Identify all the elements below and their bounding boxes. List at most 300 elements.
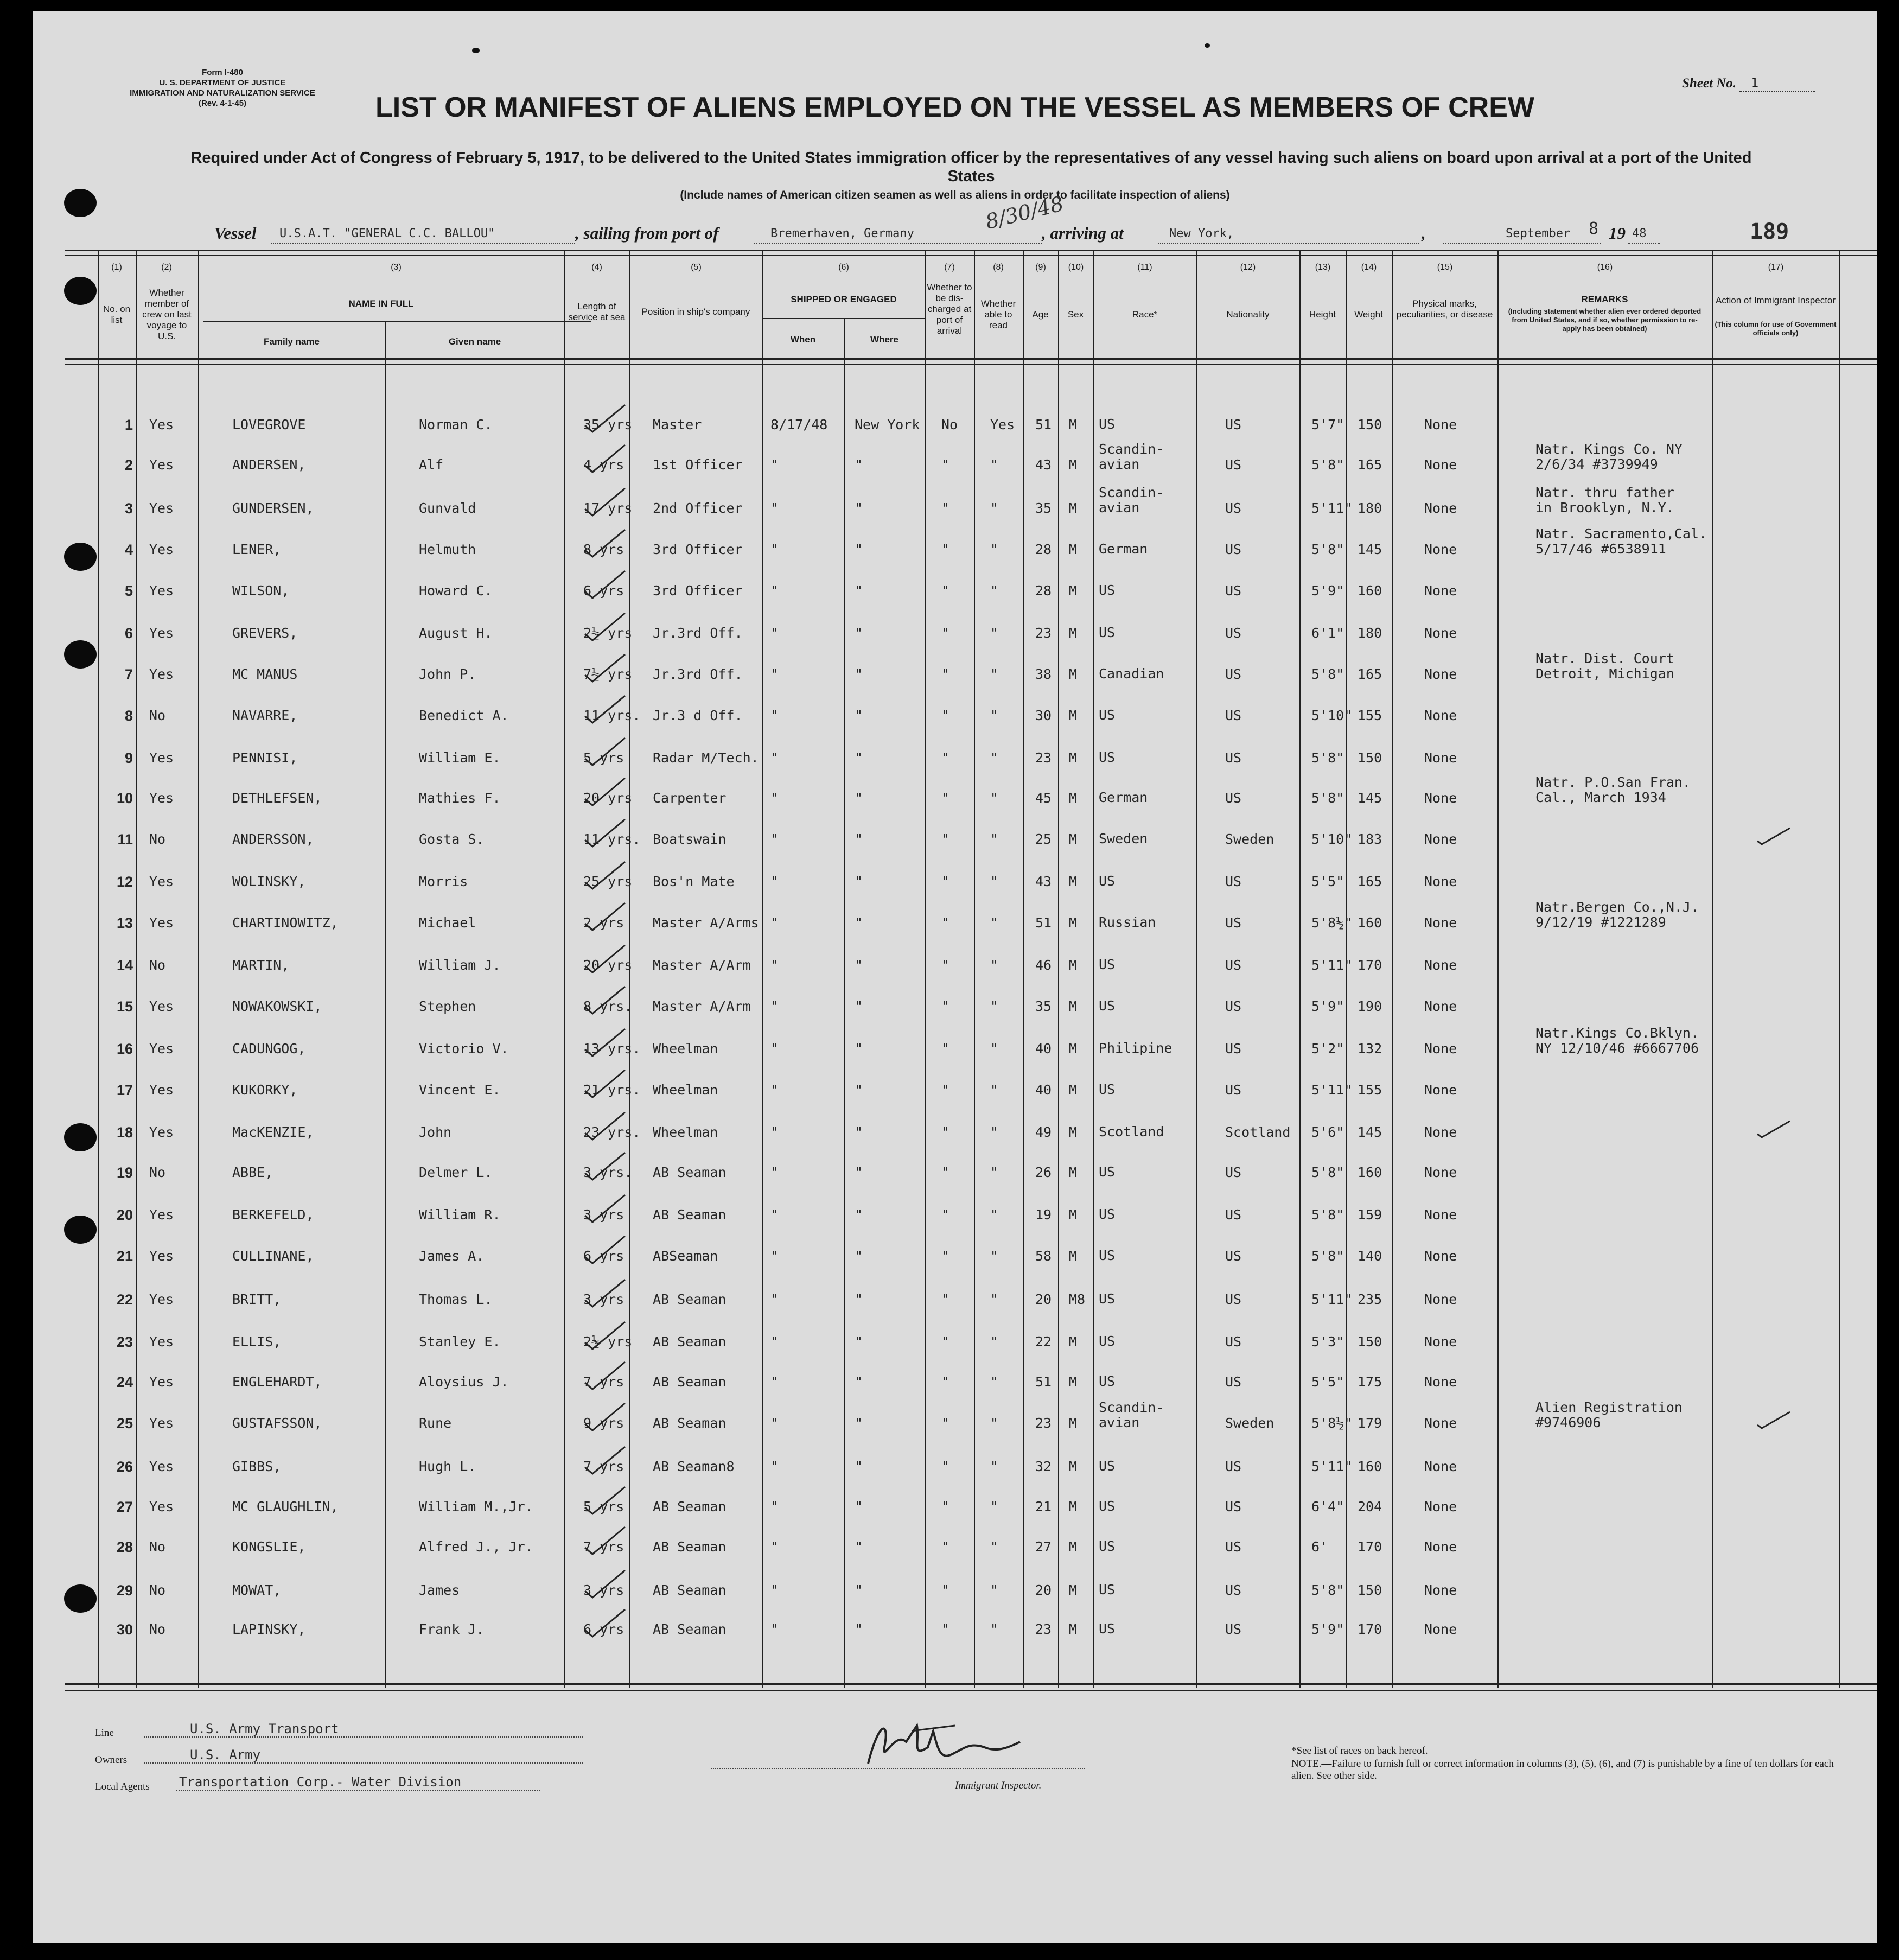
cell-service: 2½ yrs xyxy=(583,1334,633,1350)
cell-service: 2½ yrs xyxy=(583,625,633,641)
cell-when: " xyxy=(770,1415,779,1431)
cell-member: Yes xyxy=(149,790,174,806)
cell-nationality: Scotland xyxy=(1225,1124,1291,1140)
cell-race: US xyxy=(1099,1164,1116,1180)
cell-nationality: US xyxy=(1225,790,1242,806)
cell-read: " xyxy=(990,1499,999,1514)
cell-member: Yes xyxy=(149,750,174,766)
cell-member: Yes xyxy=(149,1415,174,1431)
crew-row xyxy=(33,899,1877,937)
cell-age: 23 xyxy=(1035,750,1052,766)
cell-discharged: " xyxy=(941,1621,950,1637)
cell-discharged: " xyxy=(941,998,950,1014)
cell-member: Yes xyxy=(149,457,174,473)
check-mark-icon xyxy=(581,1276,629,1309)
cell-read: " xyxy=(990,1124,999,1140)
check-mark-icon xyxy=(581,1443,629,1476)
cell-weight: 180 xyxy=(1358,625,1382,641)
cell-read: " xyxy=(990,1459,999,1474)
check-mark-icon xyxy=(581,485,629,518)
cell-age: 35 xyxy=(1035,998,1052,1014)
cell-age: 49 xyxy=(1035,1124,1052,1140)
cell-discharged: " xyxy=(941,500,950,516)
cell-member: Yes xyxy=(149,542,174,557)
cell-when: " xyxy=(770,750,779,766)
cell-when: " xyxy=(770,583,779,599)
cell-read: " xyxy=(990,457,999,473)
cell-discharged: " xyxy=(941,1499,950,1514)
arrival-month: September xyxy=(1506,227,1571,240)
cell-age: 28 xyxy=(1035,542,1052,557)
row-number: 10 xyxy=(116,790,133,806)
crew-row xyxy=(33,1082,1877,1104)
cell-age: 19 xyxy=(1035,1207,1052,1223)
punch-hole xyxy=(64,277,97,305)
cell-physical: None xyxy=(1424,625,1457,641)
cell-height: 5'6" xyxy=(1311,1124,1344,1140)
cell-nationality: US xyxy=(1225,1621,1242,1637)
cell-height: 5'9" xyxy=(1311,998,1344,1014)
cell-physical: None xyxy=(1424,1164,1457,1180)
cell-read: " xyxy=(990,1248,999,1264)
cell-given: Victorio V. xyxy=(419,1041,509,1057)
stamp-number: 189 xyxy=(1750,219,1789,244)
cell-where: " xyxy=(855,1124,863,1140)
row-number: 18 xyxy=(116,1124,133,1141)
agents-label: Local Agents xyxy=(95,1781,150,1792)
cell-sex: M xyxy=(1069,1582,1078,1598)
requirement-text: Required under Act of Congress of February 5, 1917, to be delivered to the United States immigration officer by the representatives of any vessel having such aliens on board upon arrival at a port of the United States xyxy=(190,149,1752,185)
form-number: Form I-480 xyxy=(202,68,243,77)
cell-weight: 150 xyxy=(1358,417,1382,432)
header-no-on-list: No. on list xyxy=(103,304,131,325)
cell-age: 32 xyxy=(1035,1459,1052,1474)
cell-service: 5 yrs xyxy=(583,1499,624,1514)
cell-where: " xyxy=(855,583,863,599)
cell-weight: 165 xyxy=(1358,666,1382,682)
cell-read: " xyxy=(990,957,999,973)
cell-member: Yes xyxy=(149,1041,174,1057)
cell-when: " xyxy=(770,500,779,516)
cell-weight: 160 xyxy=(1358,915,1382,931)
header-bottom-border-inner xyxy=(65,364,1877,365)
cell-physical: None xyxy=(1424,666,1457,682)
cell-read: " xyxy=(990,998,999,1014)
cell-where: " xyxy=(855,457,863,473)
cell-sex: M xyxy=(1069,1082,1078,1098)
cell-given: John P. xyxy=(419,666,476,682)
cell-race: Philipine xyxy=(1099,1040,1172,1056)
check-mark-icon xyxy=(581,1400,629,1433)
cell-where: " xyxy=(855,1248,863,1264)
cell-race: US xyxy=(1099,1498,1116,1514)
cell-position: Master A/Arms xyxy=(653,915,759,931)
cell-height: 5'8" xyxy=(1311,790,1344,806)
cell-given: Gosta S. xyxy=(419,831,485,847)
cell-family: GREVERS, xyxy=(232,625,298,641)
cell-remarks: Natr.Bergen Co.,N.J. 9/12/19 #1221289 xyxy=(1535,899,1699,930)
cell-where: " xyxy=(855,1082,863,1098)
cell-position: AB Seaman xyxy=(653,1207,727,1223)
cell-when: " xyxy=(770,831,779,847)
cell-nationality: US xyxy=(1225,1374,1242,1390)
cell-given: Stanley E. xyxy=(419,1334,501,1350)
header-inspector-action: Action of Immigrant Inspector xyxy=(1715,295,1836,306)
vessel-name: U.S.A.T. "GENERAL C.C. BALLOU" xyxy=(279,227,495,240)
cell-member: Yes xyxy=(149,417,174,432)
cell-given: Helmuth xyxy=(419,542,476,557)
cell-race: US xyxy=(1099,1206,1116,1222)
cell-discharged: " xyxy=(941,1124,950,1140)
cell-physical: None xyxy=(1424,998,1457,1014)
cell-discharged: " xyxy=(941,831,950,847)
cell-physical: None xyxy=(1424,583,1457,599)
row-number: 15 xyxy=(116,998,133,1015)
cell-where: " xyxy=(855,790,863,806)
cell-service: 3 yrs. xyxy=(583,1164,633,1180)
cell-when: " xyxy=(770,1164,779,1180)
cell-discharged: " xyxy=(941,625,950,641)
cell-discharged: " xyxy=(941,1207,950,1223)
cell-race: US xyxy=(1099,1333,1116,1349)
cell-height: 5'8" xyxy=(1311,1248,1344,1264)
cell-family: WILSON, xyxy=(232,583,290,599)
cell-position: 2nd Officer xyxy=(653,500,743,516)
check-mark-icon xyxy=(581,651,629,684)
cell-family: WOLINSKY, xyxy=(232,874,306,889)
cell-nationality: US xyxy=(1225,874,1242,889)
cell-position: Jr.3rd Off. xyxy=(653,666,743,682)
cell-height: 5'8½" xyxy=(1311,1415,1353,1431)
cell-race: Scandin- avian xyxy=(1099,1399,1164,1430)
cell-where: " xyxy=(855,1207,863,1223)
cell-discharged: No xyxy=(941,417,958,432)
cell-sex: M xyxy=(1069,1124,1078,1140)
cell-where: " xyxy=(855,542,863,557)
cell-discharged: " xyxy=(941,457,950,473)
crew-row xyxy=(33,485,1877,522)
cell-height: 6'1" xyxy=(1311,625,1344,641)
cell-race: Scandin- avian xyxy=(1099,441,1164,472)
cell-physical: None xyxy=(1424,790,1457,806)
cell-age: 20 xyxy=(1035,1582,1052,1598)
cell-service: 9 yrs xyxy=(583,1415,624,1431)
cell-family: PENNISI, xyxy=(232,750,298,766)
cell-height: 5'11" xyxy=(1311,1459,1353,1474)
crew-row xyxy=(33,1399,1877,1437)
cell-where: " xyxy=(855,1334,863,1350)
cell-physical: None xyxy=(1424,417,1457,432)
cell-where: " xyxy=(855,1459,863,1474)
crew-row xyxy=(33,998,1877,1020)
cell-nationality: US xyxy=(1225,666,1242,682)
table-top-border xyxy=(65,250,1877,251)
cell-physical: None xyxy=(1424,1334,1457,1350)
column-number: (16) xyxy=(1597,263,1613,272)
cell-physical: None xyxy=(1424,457,1457,473)
cell-read: " xyxy=(990,1621,999,1637)
cell-race: US xyxy=(1099,707,1116,723)
crew-row xyxy=(33,1334,1877,1356)
handwritten-date: 8/30/48 xyxy=(983,191,1066,234)
cell-read: " xyxy=(990,874,999,889)
inspector-check-icon xyxy=(1755,1409,1793,1430)
cell-physical: None xyxy=(1424,1207,1457,1223)
column-number: (12) xyxy=(1240,263,1256,272)
row-number: 4 xyxy=(124,542,133,558)
punch-hole xyxy=(64,189,97,217)
cell-age: 23 xyxy=(1035,625,1052,641)
cell-nationality: US xyxy=(1225,1334,1242,1350)
cell-given: Alf xyxy=(419,457,444,473)
cell-given: Vincent E. xyxy=(419,1082,501,1098)
cell-discharged: " xyxy=(941,1334,950,1350)
cell-read: " xyxy=(990,1334,999,1350)
cell-age: 40 xyxy=(1035,1082,1052,1098)
cell-when: " xyxy=(770,708,779,723)
cell-race: US xyxy=(1099,416,1116,432)
vessel-label: Vessel xyxy=(214,224,257,243)
cell-sex: M xyxy=(1069,874,1078,889)
cell-height: 5'8" xyxy=(1311,542,1344,557)
cell-position: AB Seaman8 xyxy=(653,1459,735,1474)
cell-race: US xyxy=(1099,998,1116,1014)
cell-read: " xyxy=(990,790,999,806)
cell-read: " xyxy=(990,1291,999,1307)
cell-family: KONGSLIE, xyxy=(232,1539,306,1555)
cell-weight: 190 xyxy=(1358,998,1382,1014)
cell-height: 5'5" xyxy=(1311,1374,1344,1390)
manifest-sheet xyxy=(33,11,1877,1943)
cell-service: 13 yrs. xyxy=(583,1041,641,1057)
cell-height: 5'10" xyxy=(1311,708,1353,723)
cell-nationality: US xyxy=(1225,625,1242,641)
header-nationality: Nationality xyxy=(1226,309,1270,320)
cell-position: AB Seaman xyxy=(653,1539,727,1555)
cell-family: LENER, xyxy=(232,542,282,557)
check-mark-icon xyxy=(581,1067,629,1099)
sheet-value: 1 xyxy=(1739,75,1815,92)
cell-read: " xyxy=(990,1415,999,1431)
line-label: Line xyxy=(95,1727,114,1739)
cell-member: Yes xyxy=(149,666,174,682)
check-mark-icon xyxy=(581,568,629,600)
cell-weight: 155 xyxy=(1358,1082,1382,1098)
cell-member: Yes xyxy=(149,1124,174,1140)
arrival-year: 48 xyxy=(1632,227,1647,240)
cell-member: Yes xyxy=(149,998,174,1014)
cell-given: Rune xyxy=(419,1415,452,1431)
cell-when: 8/17/48 xyxy=(770,417,828,432)
cell-family: BRITT, xyxy=(232,1291,282,1307)
inspector-signature xyxy=(846,1709,1042,1780)
cell-height: 5'11" xyxy=(1311,1291,1353,1307)
check-mark-icon xyxy=(581,610,629,642)
header-physical-marks: Physical marks, peculiarities, or disease xyxy=(1396,298,1493,320)
cell-physical: None xyxy=(1424,1041,1457,1057)
cell-family: MOWAT, xyxy=(232,1582,282,1598)
sheet-label: Sheet No. xyxy=(1682,76,1736,91)
cell-age: 43 xyxy=(1035,874,1052,889)
cell-weight: 165 xyxy=(1358,874,1382,889)
column-number: (3) xyxy=(391,263,402,272)
cell-given: William R. xyxy=(419,1207,501,1223)
cell-nationality: US xyxy=(1225,457,1242,473)
page-title: LIST OR MANIFEST OF ALIENS EMPLOYED ON THE VESSEL AS MEMBERS OF CREW xyxy=(375,92,1534,123)
check-mark-icon xyxy=(581,1359,629,1391)
cell-physical: None xyxy=(1424,1539,1457,1555)
row-number: 26 xyxy=(116,1459,133,1475)
crew-row xyxy=(33,1582,1877,1604)
cell-age: 30 xyxy=(1035,708,1052,723)
inspector-check-icon xyxy=(1755,1118,1793,1140)
row-number: 7 xyxy=(124,666,133,683)
cell-nationality: US xyxy=(1225,417,1242,432)
cell-read: " xyxy=(990,1582,999,1598)
cell-position: Bos'n Mate xyxy=(653,874,735,889)
line-value: U.S. Army Transport xyxy=(144,1721,583,1738)
cell-age: 20 xyxy=(1035,1291,1052,1307)
cell-position: AB Seaman xyxy=(653,1499,727,1514)
cell-service: 8 yrs. xyxy=(583,998,633,1014)
cell-nationality: US xyxy=(1225,1539,1242,1555)
service-name: IMMIGRATION AND NATURALIZATION SERVICE xyxy=(130,88,315,98)
owners-value: U.S. Army xyxy=(144,1747,583,1764)
punch-hole xyxy=(64,640,97,669)
check-mark-icon xyxy=(581,1192,629,1224)
cell-member: Yes xyxy=(149,1374,174,1390)
cell-sex: M xyxy=(1069,750,1078,766)
ink-speck xyxy=(472,48,480,53)
crew-row xyxy=(33,651,1877,688)
cell-remarks: Natr. P.O.San Fran. Cal., March 1934 xyxy=(1535,774,1691,805)
cell-family: MC GLAUGHLIN, xyxy=(232,1499,339,1514)
cell-position: 3rd Officer xyxy=(653,583,743,599)
inspector-line xyxy=(711,1768,1085,1769)
column-number: (8) xyxy=(993,263,1004,272)
cell-height: 5'10" xyxy=(1311,831,1353,847)
header-family-name: Family name xyxy=(264,336,320,347)
cell-service: 21 yrs. xyxy=(583,1082,641,1098)
cell-family: NOWAKOWSKI, xyxy=(232,998,322,1014)
cell-family: LAPINSKY, xyxy=(232,1621,306,1637)
header-weight: Weight xyxy=(1354,309,1383,320)
cell-given: Michael xyxy=(419,915,476,931)
cell-height: 5'7" xyxy=(1311,417,1344,432)
cell-sex: M xyxy=(1069,1539,1078,1555)
cell-family: LOVEGROVE xyxy=(232,417,306,432)
column-number: (4) xyxy=(591,263,602,272)
cell-physical: None xyxy=(1424,1582,1457,1598)
cell-where: " xyxy=(855,957,863,973)
check-mark-icon xyxy=(581,1606,629,1639)
cell-read: " xyxy=(990,666,999,682)
cell-discharged: " xyxy=(941,1041,950,1057)
column-number: (14) xyxy=(1361,263,1377,272)
cell-family: GUSTAFSSON, xyxy=(232,1415,322,1431)
cell-position: Boatswain xyxy=(653,831,727,847)
check-mark-icon xyxy=(581,900,629,932)
cell-discharged: " xyxy=(941,708,950,723)
cell-family: MacKENZIE, xyxy=(232,1124,314,1140)
crew-row xyxy=(33,583,1877,604)
cell-position: AB Seaman xyxy=(653,1374,727,1390)
cell-weight: 159 xyxy=(1358,1207,1382,1223)
cell-member: Yes xyxy=(149,500,174,516)
revision-date: (Rev. 4-1-45) xyxy=(198,99,247,108)
cell-family: GUNDERSEN, xyxy=(232,500,314,516)
check-mark-icon xyxy=(581,692,629,725)
cell-where: " xyxy=(855,1582,863,1598)
cell-member: No xyxy=(149,1164,166,1180)
cell-height: 5'11" xyxy=(1311,957,1353,973)
cell-where: " xyxy=(855,625,863,641)
check-mark-icon xyxy=(581,442,629,474)
cell-race: US xyxy=(1099,1621,1116,1637)
cell-service: 20 yrs xyxy=(583,957,633,973)
cell-when: " xyxy=(770,957,779,973)
cell-discharged: " xyxy=(941,1415,950,1431)
cell-where: " xyxy=(855,1621,863,1637)
crew-row xyxy=(33,1248,1877,1270)
cell-nationality: US xyxy=(1225,1164,1242,1180)
cell-read: " xyxy=(990,625,999,641)
row-number: 5 xyxy=(124,583,133,599)
comma-separator: , xyxy=(1422,224,1426,243)
cell-age: 23 xyxy=(1035,1415,1052,1431)
cell-member: Yes xyxy=(149,1499,174,1514)
cell-discharged: " xyxy=(941,1291,950,1307)
cell-physical: None xyxy=(1424,874,1457,889)
cell-nationality: US xyxy=(1225,1459,1242,1474)
cell-given: William E. xyxy=(419,750,501,766)
cell-race: US xyxy=(1099,1248,1116,1263)
cell-nationality: Sweden xyxy=(1225,1415,1275,1431)
cell-height: 6'4" xyxy=(1311,1499,1344,1514)
name-subheader-line xyxy=(203,321,591,322)
cell-nationality: US xyxy=(1225,542,1242,557)
cell-service: 6 yrs xyxy=(583,1248,624,1264)
check-mark-icon xyxy=(581,526,629,559)
cell-age: 51 xyxy=(1035,417,1052,432)
cell-nationality: US xyxy=(1225,957,1242,973)
cell-given: William M.,Jr. xyxy=(419,1499,533,1514)
cell-weight: 170 xyxy=(1358,1621,1382,1637)
cell-family: DETHLEFSEN, xyxy=(232,790,322,806)
cell-age: 40 xyxy=(1035,1041,1052,1057)
cell-physical: None xyxy=(1424,500,1457,516)
cell-service: 7 yrs xyxy=(583,1539,624,1555)
cell-weight: 170 xyxy=(1358,957,1382,973)
cell-nationality: US xyxy=(1225,915,1242,931)
cell-sex: M xyxy=(1069,1334,1078,1350)
cell-discharged: " xyxy=(941,874,950,889)
cell-member: Yes xyxy=(149,1207,174,1223)
cell-sex: M8 xyxy=(1069,1291,1086,1307)
crew-row xyxy=(33,874,1877,895)
cell-service: 4 yrs xyxy=(583,457,624,473)
cell-service: 20 yrs xyxy=(583,790,633,806)
header-inspector-note: (This column for use of Government officials only) xyxy=(1715,320,1837,337)
cell-remarks: Alien Registration #9746906 xyxy=(1535,1399,1683,1430)
crew-row xyxy=(33,625,1877,647)
row-number: 8 xyxy=(124,708,133,724)
column-number: (6) xyxy=(838,263,849,272)
include-note: (Include names of American citizen seamen as well as aliens in order to facilitate inspection of aliens) xyxy=(680,189,1230,201)
crew-row xyxy=(33,1499,1877,1520)
cell-read: " xyxy=(990,542,999,557)
cell-discharged: " xyxy=(941,542,950,557)
